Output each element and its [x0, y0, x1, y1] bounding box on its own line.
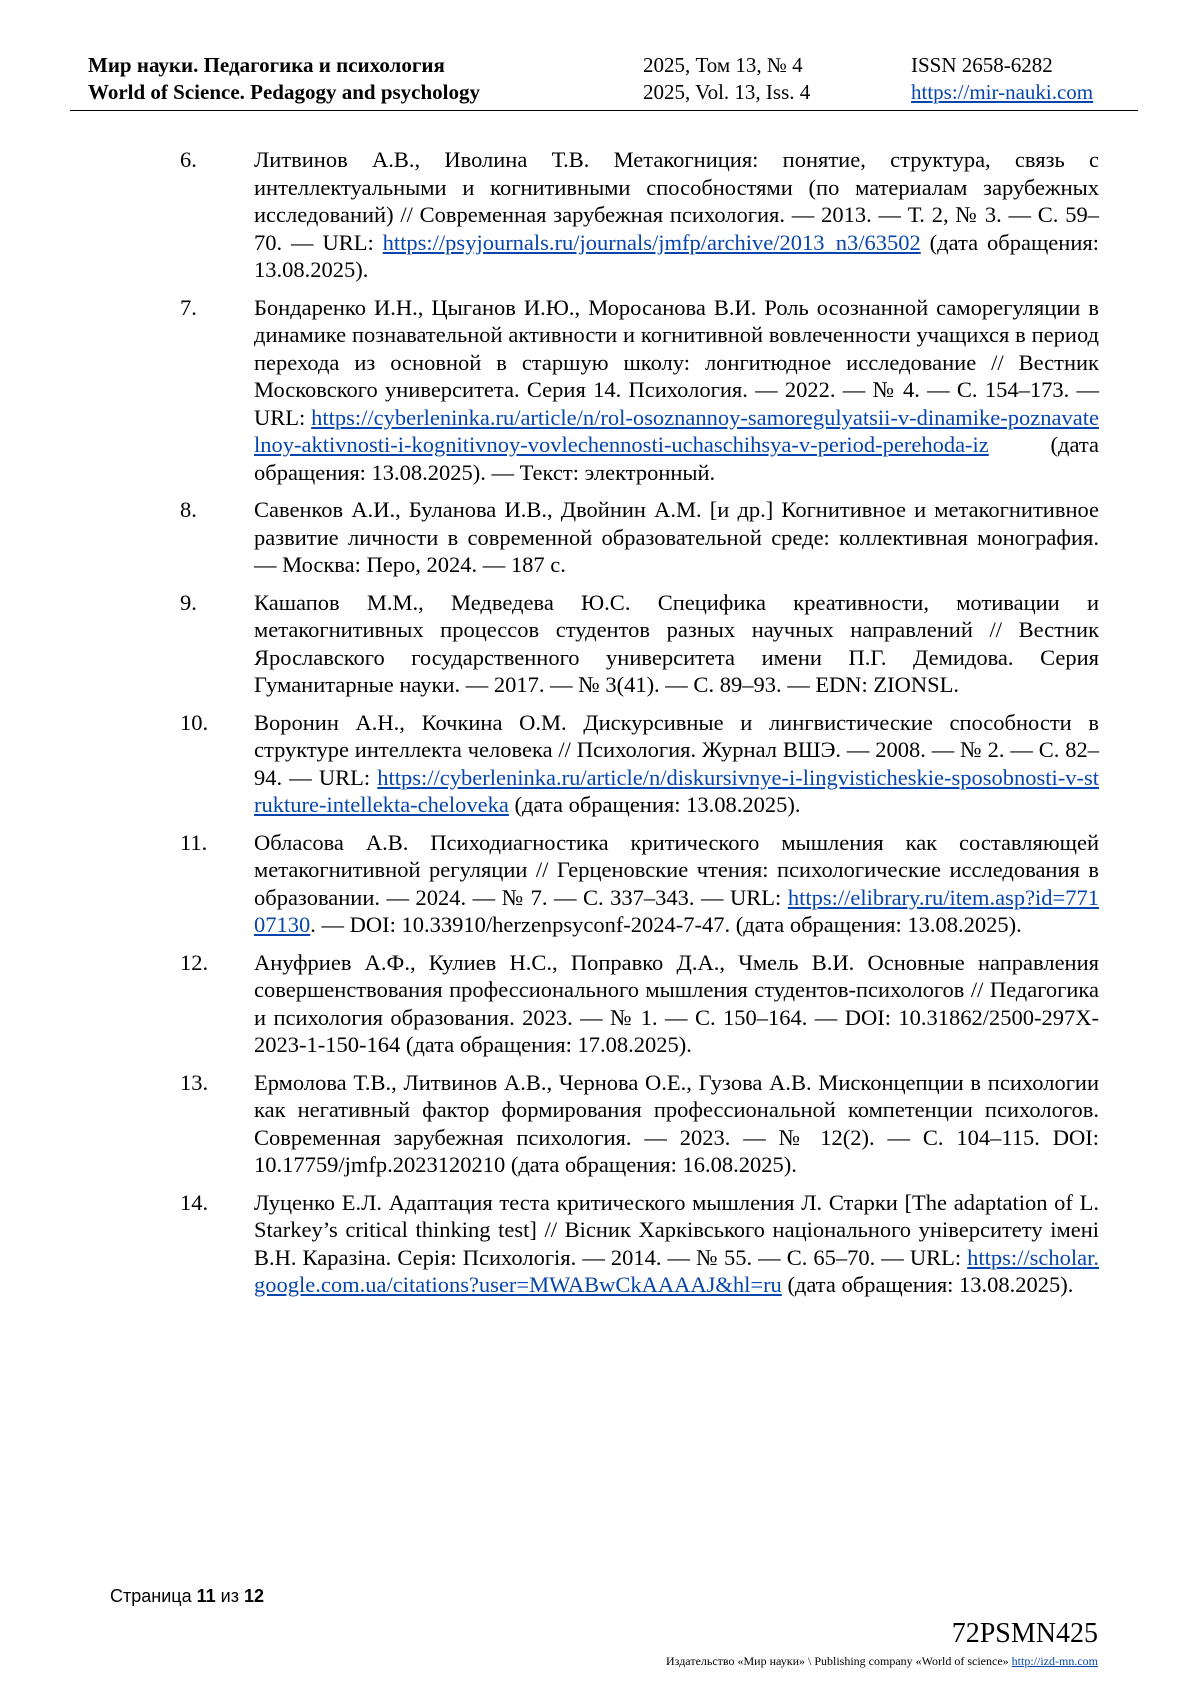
reference-number: 8. — [180, 497, 197, 522]
page-current: 11 — [196, 1586, 216, 1606]
article-code: 72PSMN425 — [951, 1618, 1098, 1649]
reference-tail: (дата обращения: 13.08.2025). — [254, 229, 1099, 282]
header-divider — [70, 110, 1138, 111]
reference-item — [0, 709, 1200, 819]
reference-url-link[interactable]: https://elibrary.ru/item.asp?id=77107130 — [254, 884, 1099, 937]
reference-item — [0, 1189, 1200, 1299]
reference-text — [254, 949, 1099, 1059]
page-label: Страница — [110, 1586, 192, 1606]
journal-title-en: World of Science. Pedagogy and psychology — [88, 80, 481, 104]
publisher-link[interactable]: http://izd-mn.com — [1011, 1654, 1098, 1668]
reference-text — [254, 1069, 1099, 1179]
reference-item — [0, 146, 1200, 284]
reference-text — [254, 146, 1099, 284]
reference-body: Ермолова Т.В., Литвинов А.В., Чернова О.Е., Гузова А.В. Мисконцепции в психологии как негативный фактор формирования профессиональной компетенции психологов. Современная зарубежная психология. — 2023. — № 12(2). — С. 104–115. DOI: 10.17759/jmfp.2023120210 (дата обращения: 16.08.2025). — [254, 1069, 1099, 1177]
journal-header — [88, 52, 1134, 110]
reference-number: 11. — [180, 829, 208, 855]
reference-item — [0, 949, 1200, 1059]
reference-url-link[interactable]: https://psyjournals.ru/journals/jmfp/archive/2013_n3/63502 — [382, 229, 921, 255]
reference-number: 12. — [180, 949, 209, 975]
reference-text — [254, 496, 1099, 579]
reference-item — [0, 1069, 1200, 1179]
reference-url-link[interactable]: https://cyberleninka.ru/article/n/diskursivnye-i-lingvisticheskie-sposobnosti-v-strukture-intellekta-cheloveka — [254, 764, 1099, 817]
journal-title-block — [88, 52, 480, 106]
reference-body: Обласова А.В. Психодиагностика критического мышления как составляющей метакогнитивной регуляции // Герценовские чтения: психологические исследования в образовании. — 2024. — № 7. — С. 337–343. — URL: — [254, 829, 1099, 910]
reference-body: Луценко Е.Л. Адаптация теста критического мышления Л. Старки [The adaptation of L. Starkey’s critical thinking test] // Вісник Харківського національного університету імені В.Н. Каразіна. Серія: Психологія. — 2014. — № 55. — С. 65–70. — URL: — [254, 1189, 1099, 1270]
journal-site-link[interactable]: https://mir-nauki.com — [911, 80, 1094, 104]
reference-item — [0, 496, 1200, 579]
reference-number: 9. — [180, 589, 197, 615]
reference-body: Воронин А.Н., Кочкина О.М. Дискурсивные и лингвистические способности в структуре интеллекта человека // Психология. Журнал ВШЭ. — 2008. — № 2. — С. 82–94. — URL: — [254, 709, 1099, 790]
reference-number: 7. — [180, 294, 197, 320]
reference-item — [0, 589, 1200, 699]
reference-number: 14. — [180, 1189, 209, 1215]
reference-body: Бондаренко И.Н., Цыганов И.Ю., Моросанова В.И. Роль осознанной саморегуляции в динамике познавательной активности и когнитивной вовлеченности учащихся в период перехода из основной в старшую школу: лонгитюдное исследование // Вестник Московского университета. Серия 14. Психология. — 2022. — № 4. — С. 154–173. — URL: — [254, 294, 1099, 430]
reference-body: Кашапов М.М., Медведева Ю.С. Специфика креативности, мотивации и метакогнитивных процессов студентов разных научных направлений // Вестник Ярославского государственного университета имени П.Г. Демидова. Серия Гуманитарные науки. — 2017. — № 3(41). — С. 89–93. — EDN: ZIONSL. — [254, 589, 1099, 697]
page-of: из — [220, 1586, 239, 1606]
reference-body: Ануфриев А.Ф., Кулиев Н.С., Поправко Д.А., Чмель В.И. Основные направления совершенствования профессионального мышления студентов-психологов // Педагогика и психология образования. 2023. — № 1. — С. 150–164. — DOI: 10.31862/2500-297X-2023-1-150-164 (дата обращения: 17.08.2025). — [254, 949, 1099, 1057]
reference-tail: (дата обращения: 13.08.2025). — Текст: электронный. — [254, 432, 1099, 485]
publisher-text: Издательство «Мир науки» \ Publishing company «World of science» — [666, 1654, 1009, 1668]
reference-item — [0, 829, 1200, 939]
issue-info-en: 2025, Vol. 13, Iss. 4 — [643, 80, 811, 104]
reference-tail: (дата обращения: 13.08.2025). — [508, 792, 801, 817]
issn-block — [911, 52, 1093, 106]
reference-text — [254, 589, 1099, 699]
reference-number: 13. — [180, 1069, 209, 1095]
reference-text — [254, 294, 1099, 487]
reference-text — [254, 1189, 1099, 1299]
reference-number: 10. — [180, 709, 209, 735]
page-total: 12 — [243, 1586, 265, 1606]
reference-item — [0, 294, 1200, 487]
reference-text — [254, 829, 1099, 939]
reference-tail: (дата обращения: 13.08.2025). — [781, 1272, 1074, 1297]
issn: ISSN 2658-6282 — [911, 53, 1053, 77]
page-number — [110, 1586, 264, 1607]
journal-title-ru: Мир науки. Педагогика и психология — [88, 53, 445, 77]
reference-body: Литвинов А.В., Иволина Т.В. Метакогниция: понятие, структура, связь с интеллектуальными и когнитивными способностями (по материалам зарубежных исследований) // Современная зарубежная психология. — 2013. — Т. 2, № 3. — С. 59–70. — URL: — [254, 147, 1099, 255]
issue-info-block — [643, 52, 810, 106]
issue-info-ru: 2025, Том 13, № 4 — [643, 53, 803, 77]
reference-tail: . — DOI: 10.33910/herzenpsyconf-2024-7-47. (дата обращения: 13.08.2025). — [310, 912, 1022, 937]
reference-text — [254, 709, 1099, 819]
reference-list — [0, 146, 1200, 1309]
reference-body: Савенков А.И., Буланова И.В., Двойнин А.М. [и др.] Когнитивное и метакогнитивное развитие личности в современной образовательной среде: коллективная монография. — Москва: Перо, 2024. — 187 с. — [254, 497, 1099, 577]
publisher-line — [666, 1654, 1098, 1669]
reference-url-link[interactable]: https://scholar.google.com.ua/citations?user=MWABwCkAAAAJ&hl=ru — [254, 1244, 1099, 1297]
reference-number: 6. — [180, 147, 197, 172]
reference-url-link[interactable]: https://cyberleninka.ru/article/n/rol-osoznannoy-samoregulyatsii-v-dinamike-poznavatelnoy-aktivnosti-i-kognitivnoy-vovlechennosti-uchaschihsya-v-period-perehoda-iz — [254, 404, 1099, 457]
